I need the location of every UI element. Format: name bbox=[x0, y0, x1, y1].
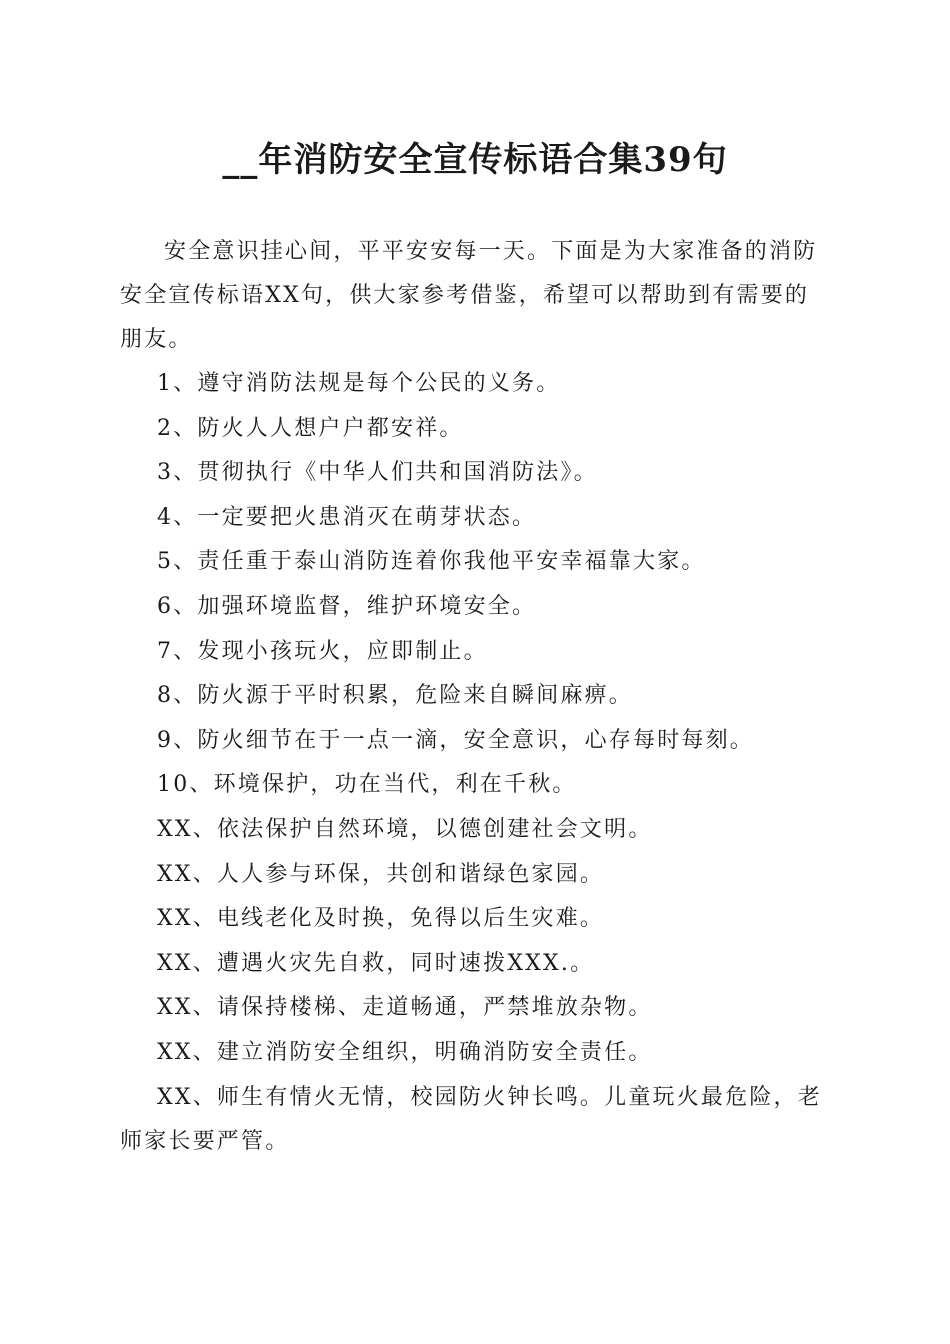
slogan-item: XX、人人参与环保，共创和谐绿色家园。 bbox=[157, 861, 605, 887]
slogan-item: XX、师生有情火无情，校园防火钟长鸣。儿童玩火最危险，老师家长要严管。 bbox=[120, 1084, 822, 1155]
slogan-item: 10、环境保护，功在当代，利在千秋。 bbox=[157, 772, 577, 798]
slogan-item: XX、请保持楼梯、走道畅通，严禁堆放杂物。 bbox=[157, 995, 653, 1021]
slogan-item: XX、依法保护自然环境，以德创建社会文明。 bbox=[157, 816, 653, 842]
slogan-item: 6、加强环境监督，维护环境安全。 bbox=[157, 593, 537, 619]
slogan-item: 4、一定要把火患消灭在萌芽状态。 bbox=[157, 504, 537, 530]
document-title: __年消防安全宣传标语合集39句 bbox=[222, 140, 728, 180]
slogan-list bbox=[120, 362, 826, 1165]
slogan-item: 2、防火人人想户户都安祥。 bbox=[157, 415, 464, 441]
slogan-item: XX、遭遇火灾先自救，同时速拨XXX.。 bbox=[157, 950, 595, 976]
slogan-item: 1、遵守消防法规是每个公民的义务。 bbox=[157, 371, 561, 396]
slogan-item: 7、发现小孩玩火，应即制止。 bbox=[157, 638, 488, 664]
slogan-item: 9、防火细节在于一点一滴，安全意识，心存每时每刻。 bbox=[157, 727, 754, 753]
document-body bbox=[120, 230, 826, 1165]
intro-paragraph: 安全意识挂心间，平平安安每一天。下面是为大家准备的消防安全宣传标语XX句，供大家参考借鉴，希望可以帮助到有需要的朋友。 bbox=[120, 239, 818, 352]
slogan-item: XX、电线老化及时换，免得以后生灾难。 bbox=[157, 906, 605, 932]
slogan-item: 3、贯彻执行《中华人们共和国消防法》。 bbox=[157, 460, 598, 486]
slogan-item: 8、防火源于平时积累，危险来自瞬间麻痹。 bbox=[157, 683, 633, 709]
slogan-item: 5、责任重于泰山消防连着你我他平安幸福靠大家。 bbox=[157, 549, 706, 575]
slogan-item: XX、建立消防安全组织，明确消防安全责任。 bbox=[157, 1039, 653, 1065]
